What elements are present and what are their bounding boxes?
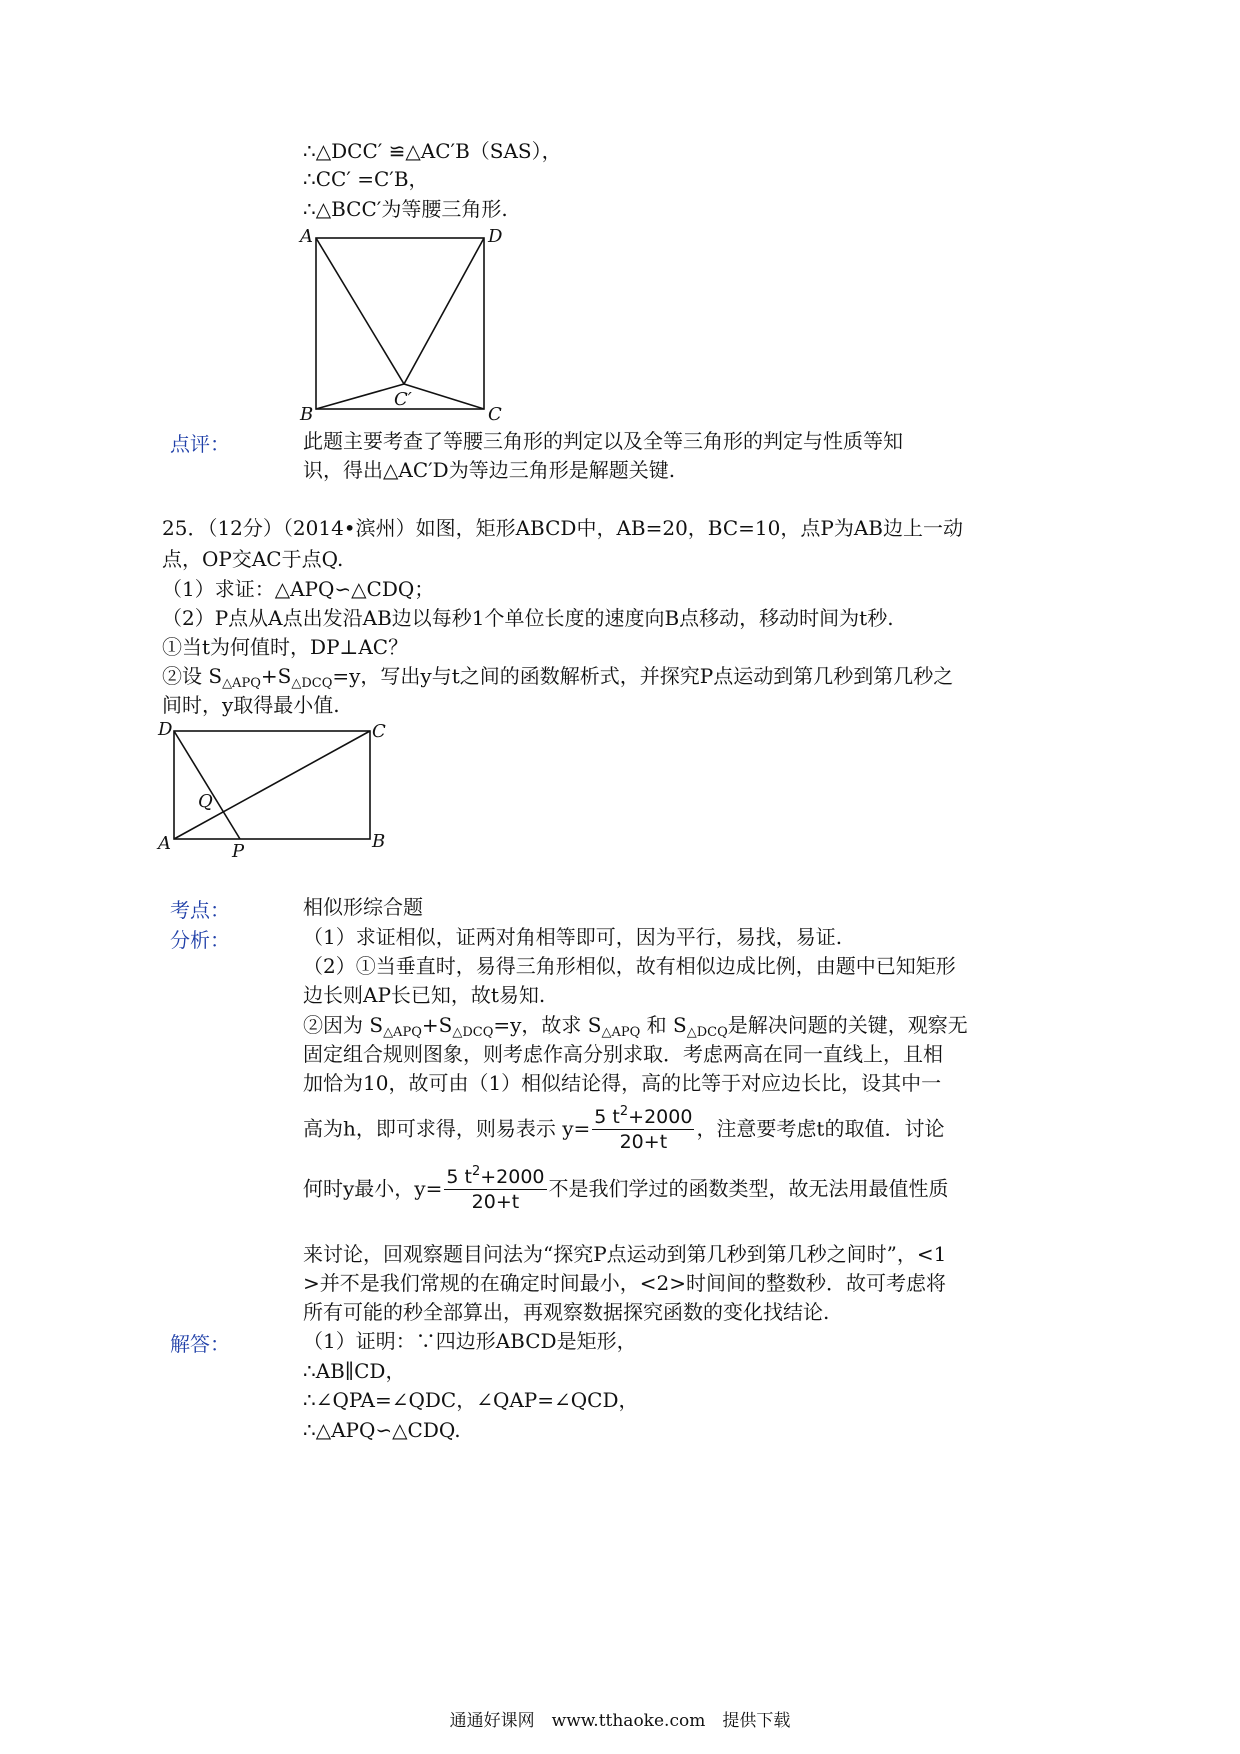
solution-line-1: （1）证明：∵四边形ABCD是矩形，	[303, 1329, 637, 1353]
fig1-label-A: A	[300, 226, 313, 247]
analysis-line-3: 边长则AP长已知，故t易知.	[303, 983, 546, 1007]
proof-line-3: ∴△BCC′为等腰三角形.	[303, 197, 508, 221]
problem-line-3: （1）求证：△APQ∽△CDQ；	[162, 577, 435, 601]
page-footer: 通通好课网 www.tthaoke.com 提供下载	[449, 1711, 791, 1731]
solution-label: 解答：	[170, 1332, 230, 1356]
fig1-label-C: C	[488, 404, 502, 425]
fig2-label-A: A	[158, 833, 171, 854]
problem-line-4: （2）P点从A点出发沿AB边以每秒1个单位长度的速度向B点移动，移动时间为t秒.	[162, 606, 894, 630]
fig1-label-D: D	[488, 226, 503, 247]
analysis-line-2: （2）①当垂直时，易得三角形相似，故有相似边成比例，由题中已知矩形	[303, 954, 956, 978]
analysis-label: 分析：	[170, 928, 230, 952]
analysis-line-1: （1）求证相似，证两对角相等即可，因为平行，易找，易证.	[303, 925, 843, 949]
analysis-line-4: ②因为 $S_{\triangle APQ}+S_{\triangle DCQ}=y$，故求 $S_{\triangle APQ}$ 和 $S_{\triangle DCQ}$是解决问题的关键，观察无	[303, 1013, 968, 1040]
fraction-y-2: $\frac{5 t^2+2000}{20+t}$	[444, 1160, 546, 1214]
analysis-line-10: >并不是我们常规的在确定时间最小，<2>时间间的整数秒．故可考虑将	[303, 1271, 946, 1295]
problem-line-7: 间时，y取得最小值.	[162, 693, 340, 717]
fig2-label-C: C	[372, 721, 386, 742]
analysis-line-8: 何时y最小，y= $\frac{5 t^2+2000}{20+t}$ 不是我们学过的函数类型，故无法用最值性质	[303, 1160, 949, 1214]
problem-line-5: ①当t为何值时，DP⊥AC？	[162, 635, 409, 659]
solution-line-3: ∴∠QPA=∠QDC，∠QAP=∠QCD，	[303, 1388, 639, 1412]
solution-line-4: ∴△APQ∽△CDQ.	[303, 1418, 461, 1442]
fraction-y-1: $\frac{5 t^2+2000}{20+t}$	[592, 1100, 694, 1154]
comment-line-2: 识，得出△AC′D为等边三角形是解题关键.	[303, 458, 676, 482]
fig2-label-D: D	[158, 719, 173, 740]
proof-line-2: ∴CC′ =C′B，	[303, 167, 429, 191]
figure-square	[296, 222, 516, 427]
problem-line-2: 点，OP交AC于点Q.	[162, 547, 344, 571]
fig2-label-Q: Q	[198, 791, 213, 812]
solution-line-2: ∴AB∥CD，	[303, 1359, 406, 1383]
analysis-line-11: 所有可能的秒全部算出，再观察数据探究函数的变化找结论.	[303, 1300, 830, 1324]
problem-line-6: ②设 $S_{\triangle APQ}+S_{\triangle DCQ}=y$，写出y与t之间的函数解析式，并探究P点运动到第几秒到第几秒之	[162, 664, 954, 691]
comment-label: 点评：	[170, 432, 230, 456]
fig1-label-B: B	[300, 404, 314, 425]
kaodian-label: 考点：	[170, 898, 230, 922]
fig2-label-P: P	[232, 841, 245, 862]
analysis-line-6: 加恰为10，故可由（1）相似结论得，高的比等于对应边长比，设其中一	[303, 1071, 942, 1095]
figure-rectangle	[150, 715, 400, 865]
fig2-label-B: B	[372, 831, 386, 852]
analysis-line-5: 固定组合规则图象，则考虑作高分别求取．考虑两高在同一直线上，且相	[303, 1042, 943, 1066]
proof-line-1: ∴△DCC′ ≌△AC′B（SAS），	[303, 139, 562, 163]
comment-line-1: 此题主要考查了等腰三角形的判定以及全等三角形的判定与性质等知	[303, 429, 903, 453]
analysis-line-7: 高为h，即可求得，则易表示 y= $\frac{5 t^2+2000}{20+t}$ ，注意要考虑t的取值．讨论	[303, 1100, 944, 1154]
fig1-label-Cprime: C′	[394, 389, 412, 410]
kaodian-text: 相似形综合题	[303, 895, 423, 919]
analysis-line-9: 来讨论，回观察题目问法为“探究P点运动到第几秒到第几秒之间时”，<1	[303, 1242, 947, 1266]
problem-line-1: 25．（12分）（2014•滨州）如图，矩形ABCD中，AB=20，BC=10，点P为AB边上一动	[162, 516, 963, 540]
